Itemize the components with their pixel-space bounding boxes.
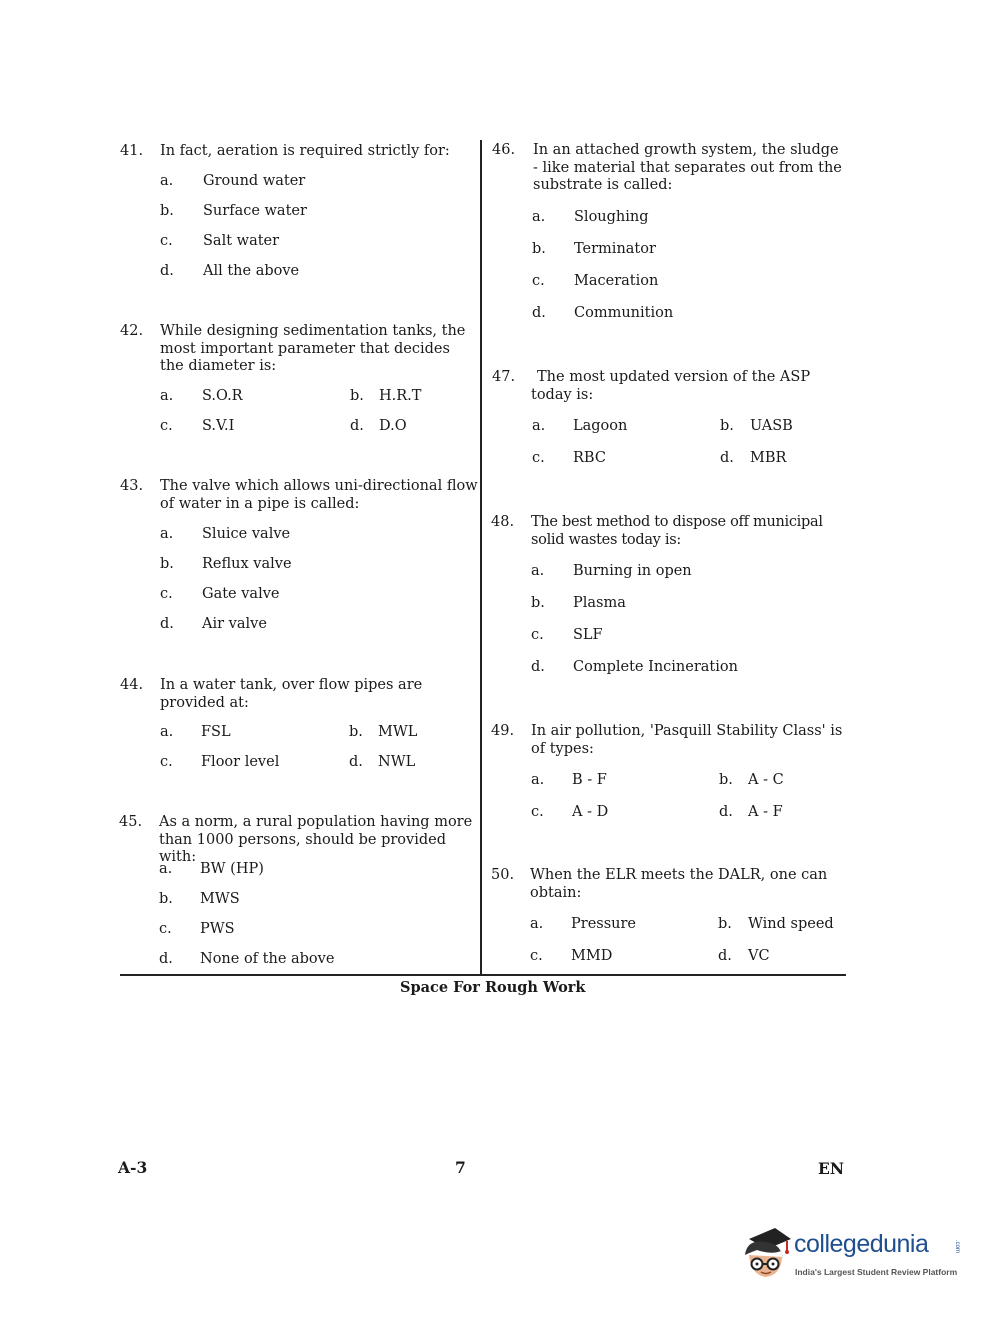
option-text: Plasma	[573, 595, 626, 611]
option-text: Ground water	[203, 173, 306, 189]
option-text: Complete Incineration	[573, 659, 738, 675]
option-letter: b.	[531, 595, 545, 611]
option-letter: d.	[350, 418, 364, 434]
student-mascot-icon	[735, 1225, 797, 1287]
option-letter: c.	[159, 921, 172, 937]
option-letter: b.	[159, 891, 173, 907]
option-letter: a.	[531, 563, 545, 579]
option-text: SLF	[573, 627, 603, 643]
option-text: Reflux valve	[202, 556, 292, 572]
option-text: Sloughing	[574, 209, 649, 225]
option-text: MMD	[571, 948, 613, 964]
question-text: The most updated version of the ASP today is:	[531, 369, 811, 403]
logo-suffix: .com	[954, 1240, 960, 1254]
option-text: A - D	[572, 804, 609, 820]
language-code: EN	[818, 1159, 844, 1178]
option-text: PWS	[200, 921, 235, 937]
option-letter: c.	[531, 627, 544, 643]
question-number: 46.	[492, 142, 516, 158]
logo-wordmark: collegedunia	[794, 1230, 929, 1258]
option-text: RBC	[573, 450, 606, 466]
option-letter: b.	[160, 556, 174, 572]
option-text: MWS	[200, 891, 240, 907]
option-letter: b.	[718, 916, 732, 932]
option-letter: d.	[349, 754, 363, 770]
option-text: H.R.T	[379, 388, 422, 404]
option-letter: c.	[532, 273, 545, 289]
option-text: Wind speed	[748, 916, 834, 932]
option-letter: a.	[160, 526, 174, 542]
question-number: 42.	[120, 323, 144, 339]
option-text: UASB	[750, 418, 793, 434]
option-text: S.V.I	[202, 418, 235, 434]
option-text: MWL	[378, 724, 418, 740]
question-text: As a norm, a rural population having more than 1000 persons, should be provided with:	[159, 814, 473, 865]
option-letter: c.	[532, 450, 545, 466]
bottom-rule	[120, 974, 846, 976]
option-letter: b.	[720, 418, 734, 434]
option-letter: d.	[159, 951, 173, 967]
option-text: Pressure	[571, 916, 637, 932]
question-text: The best method to dispose off municipal solid wastes today is:	[531, 514, 823, 548]
option-letter: a.	[530, 916, 544, 932]
option-text: FSL	[201, 724, 231, 740]
question-text: When the ELR meets the DALR, one can obtain:	[530, 867, 828, 901]
question-text: In air pollution, 'Pasquill Stability Class' is of types:	[531, 723, 843, 757]
question-number: 41.	[120, 143, 144, 159]
option-text: Sluice valve	[202, 526, 291, 542]
option-letter: c.	[531, 804, 544, 820]
option-text: S.O.R	[202, 388, 243, 404]
footer-code: A-3	[118, 1158, 148, 1177]
option-letter: d.	[532, 305, 546, 321]
option-letter: d.	[720, 450, 734, 466]
option-text: D.O	[379, 418, 407, 434]
question-text: In an attached growth system, the sludge - like material that separates out from the substrate is called:	[533, 142, 842, 193]
question-text: In fact, aeration is required strictly for:	[160, 143, 450, 159]
option-letter: b.	[532, 241, 546, 257]
option-text: VC	[748, 948, 770, 964]
option-letter: a.	[160, 388, 174, 404]
option-letter: c.	[160, 754, 173, 770]
option-letter: d.	[531, 659, 545, 675]
option-text: Burning in open	[573, 563, 692, 579]
option-text: BW (HP)	[200, 861, 264, 877]
option-letter: a.	[532, 209, 546, 225]
question-text: In a water tank, over flow pipes are provided at:	[160, 677, 423, 711]
option-letter: c.	[530, 948, 543, 964]
option-letter: a.	[159, 861, 173, 877]
question-number: 43.	[120, 478, 144, 494]
option-letter: b.	[719, 772, 733, 788]
option-letter: a.	[160, 724, 174, 740]
option-letter: c.	[160, 418, 173, 434]
option-text: Gate valve	[202, 586, 280, 602]
option-text: Lagoon	[573, 418, 628, 434]
option-text: Maceration	[574, 273, 659, 289]
option-letter: a.	[532, 418, 546, 434]
option-text: Surface water	[203, 203, 307, 219]
option-text: Salt water	[203, 233, 280, 249]
option-letter: b.	[349, 724, 363, 740]
question-text: The valve which allows uni-directional flow of water in a pipe is called:	[160, 478, 478, 512]
option-text: A - C	[748, 772, 784, 788]
question-text: While designing sedimentation tanks, the most important parameter that decides the diameter is:	[160, 323, 466, 374]
option-text: A - F	[748, 804, 783, 820]
option-text: All the above	[203, 263, 300, 279]
option-letter: d.	[718, 948, 732, 964]
option-text: NWL	[378, 754, 416, 770]
question-number: 47.	[492, 369, 516, 385]
collegedunia-logo	[730, 1222, 962, 1290]
question-number: 44.	[120, 677, 144, 693]
option-letter: b.	[160, 203, 174, 219]
question-number: 48.	[491, 514, 515, 530]
option-text: MBR	[750, 450, 787, 466]
option-letter: d.	[160, 616, 174, 632]
option-text: Communition	[574, 305, 674, 321]
rough-work-heading: Space For Rough Work	[400, 979, 586, 996]
logo-tagline: India's Largest Student Review Platform	[795, 1267, 958, 1277]
option-text: Floor level	[201, 754, 280, 770]
question-number: 50.	[491, 867, 515, 883]
question-number: 49.	[491, 723, 515, 739]
question-number: 45.	[119, 814, 143, 830]
option-letter: a.	[531, 772, 545, 788]
column-divider	[480, 140, 482, 974]
option-letter: d.	[160, 263, 174, 279]
page-number: 7	[455, 1158, 466, 1177]
option-letter: c.	[160, 233, 173, 249]
option-letter: d.	[719, 804, 733, 820]
option-text: Terminator	[574, 241, 656, 257]
option-letter: c.	[160, 586, 173, 602]
option-text: B - F	[572, 772, 607, 788]
option-text: None of the above	[200, 951, 335, 967]
option-letter: b.	[350, 388, 364, 404]
option-letter: a.	[160, 173, 174, 189]
option-text: Air valve	[202, 616, 267, 632]
